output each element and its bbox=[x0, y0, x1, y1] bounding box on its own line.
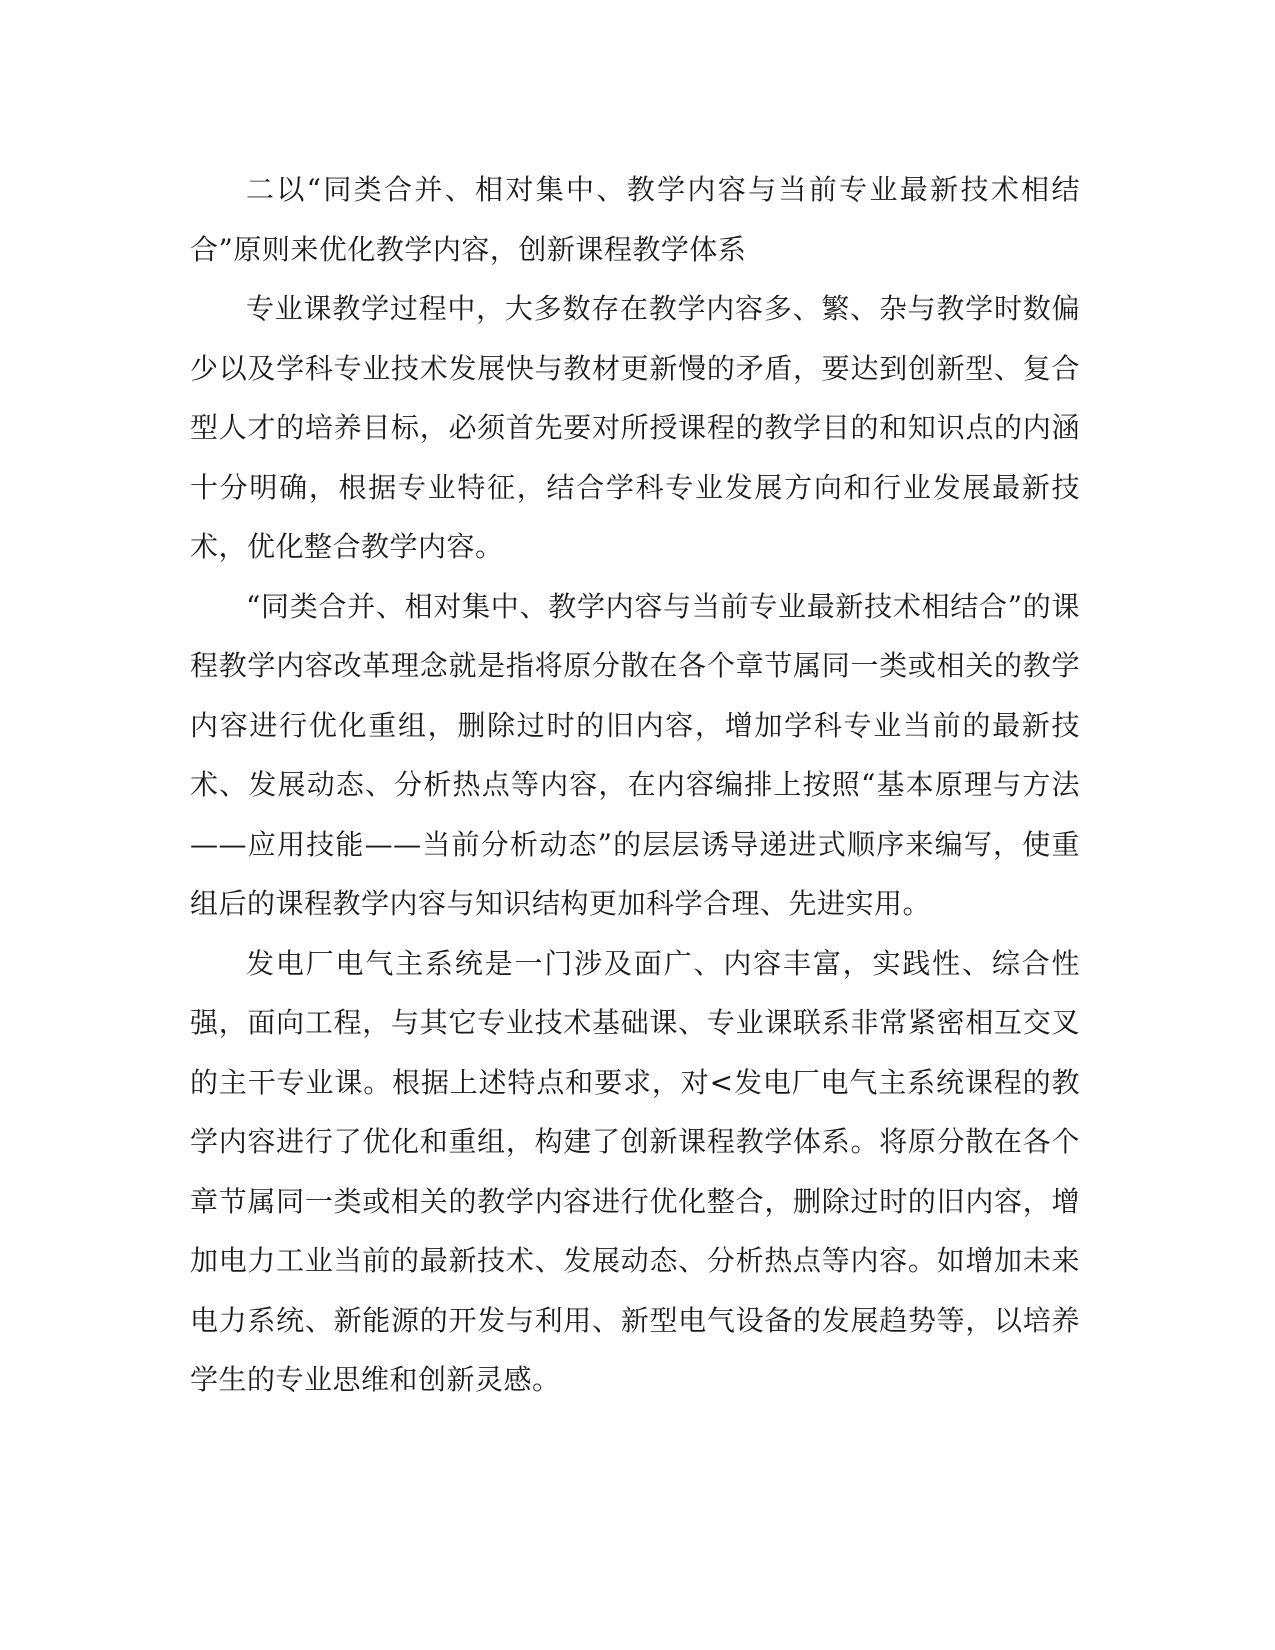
body-paragraph: “同类合并、相对集中、教学内容与当前专业最新技术相结合”的课程教学内容改革理念就是指将原分散在各个章节属同一类或相关的教学内容进行优化重组，删除过时的旧内容，增加学科专业当前的最新技术、发展动态、分析热点等内容，在内容编排上按照“基本原理与方法——应用技能——当前分析动态”的层层诱导递进式顺序来编写，使重组后的课程教学内容与知识结构更加科学合理、先进实用。 bbox=[190, 589, 1080, 920]
body-paragraph: 专业课教学过程中，大多数存在教学内容多、繁、杂与教学时数偏少以及学科专业技术发展快与教材更新慢的矛盾，要达到创新型、复合型人才的培养目标，必须首先要对所授课程的教学目的和知识点的内涵十分明确，根据专业特征，结合学科专业发展方向和行业发展最新技术，优化整合教学内容。 bbox=[190, 292, 1080, 563]
document-body bbox=[190, 160, 1080, 1410]
body-paragraph: 发电厂电气主系统是一门涉及面广、内容丰富，实践性、综合性强，面向工程，与其它专业技术基础课、专业课联系非常紧密相互交叉的主干专业课。根据上述特点和要求，对<发电厂电气主系统课程的教学内容进行了优化和重组，构建了创新课程教学体系。将原分散在各个章节属同一类或相关的教学内容进行优化整合，删除过时的旧内容，增加电力工业当前的最新技术、发展动态、分析热点等内容。如增加未来电力系统、新能源的开发与利用、新型电气设备的发展趋势等，以培养学生的专业思维和创新灵感。 bbox=[190, 946, 1080, 1396]
section-heading-paragraph: 二以“同类合并、相对集中、教学内容与当前专业最新技术相结合”原则来优化教学内容，创新课程教学体系 bbox=[190, 173, 1080, 266]
